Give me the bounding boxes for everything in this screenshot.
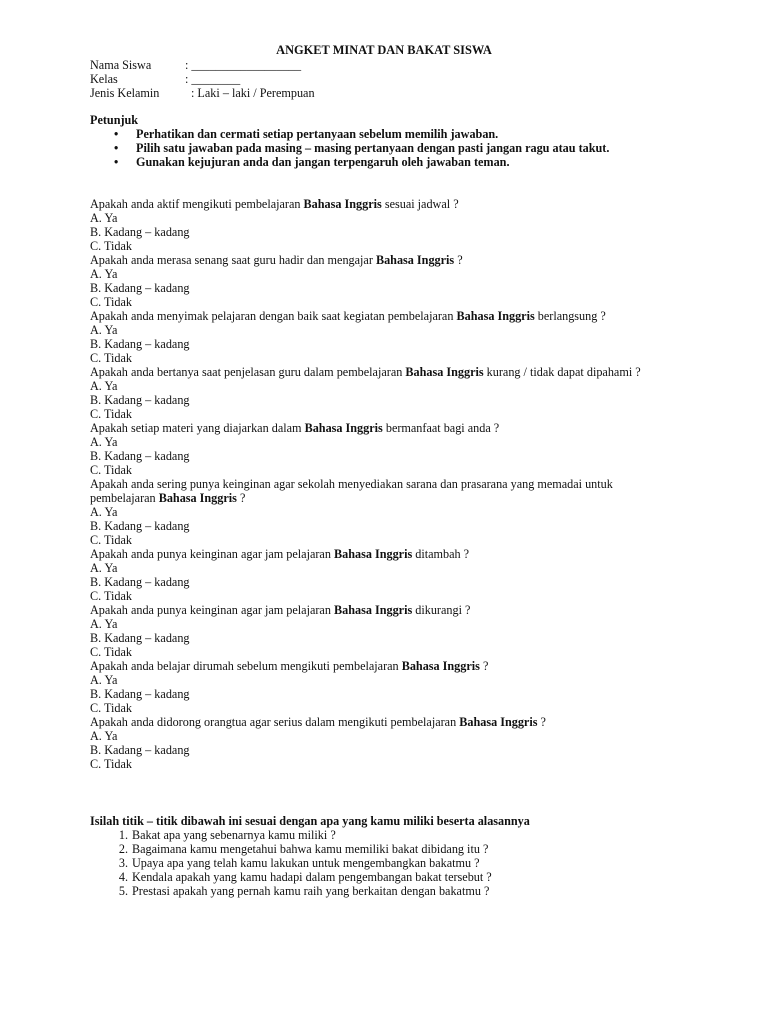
instruction-item: [90, 141, 670, 155]
essay-item: [90, 884, 680, 898]
question-text-end: kurang / tidak dapat dipahami ?: [483, 365, 641, 379]
identity-value: : __________________: [185, 58, 302, 72]
bullet-icon: •: [114, 155, 119, 169]
instructions-list: [90, 127, 670, 169]
bullet-icon: •: [114, 127, 119, 141]
question-text-start: Apakah anda belajar dirumah sebelum mengikuti pembelajaran: [90, 659, 402, 673]
identity-value: : Laki – laki / Perempuan: [191, 86, 315, 100]
instruction-text: Gunakan kejujuran anda dan jangan terpengaruh oleh jawaban teman.: [136, 155, 510, 169]
essay-section: [90, 814, 680, 898]
answer-option[interactable]: C. Tidak: [90, 701, 133, 715]
subject-name: Bahasa Inggris: [333, 547, 413, 561]
essay-question: Prestasi apakah yang pernah kamu raih yang berkaitan dengan bakatmu ?: [132, 884, 490, 898]
question-text-start: Apakah anda punya keinginan agar jam pelajaran: [90, 603, 334, 617]
identity-value: : ________: [185, 72, 241, 86]
question-text-start: Apakah setiap materi yang diajarkan dalam: [90, 421, 305, 435]
subject-name: Bahasa Inggris: [456, 309, 535, 323]
answer-option[interactable]: C. Tidak: [90, 463, 133, 477]
identity-row-name: [90, 58, 315, 72]
instruction-text: Perhatikan dan cermati setiap pertanyaan sebelum memilih jawaban.: [136, 127, 499, 141]
answer-option[interactable]: B. Kadang – kadang: [90, 337, 190, 351]
question-text-end: berlangsung ?: [534, 309, 606, 323]
answer-option[interactable]: B. Kadang – kadang: [90, 449, 190, 463]
answer-option[interactable]: A. Ya: [90, 435, 118, 449]
question-text-end: ?: [236, 491, 246, 505]
identity-row-class: [90, 72, 315, 86]
question-text: [90, 421, 680, 435]
answer-option[interactable]: A. Ya: [90, 267, 118, 281]
student-identity: [90, 58, 315, 100]
essay-item: [90, 870, 680, 884]
answer-option[interactable]: C. Tidak: [90, 757, 133, 771]
essay-question: Upaya apa yang telah kamu lakukan untuk mengembangkan bakatmu ?: [132, 856, 480, 870]
identity-label: Kelas: [90, 72, 118, 86]
answer-option[interactable]: C. Tidak: [90, 239, 133, 253]
instructions-section: [90, 113, 670, 169]
question-text-start: Apakah anda merasa senang saat guru hadir dan mengajar: [90, 253, 376, 267]
instruction-item: [90, 155, 670, 169]
answer-option[interactable]: A. Ya: [90, 505, 118, 519]
answer-option[interactable]: B. Kadang – kadang: [90, 743, 190, 757]
subject-name: Bahasa Inggris: [401, 659, 480, 673]
essay-question: Kendala apakah yang kamu hadapi dalam pengembangan bakat tersebut ?: [132, 870, 492, 884]
question-text-end: ?: [479, 659, 489, 673]
bullet-icon: •: [114, 141, 119, 155]
question-text-start: Apakah anda sering punya keinginan agar sekolah menyediakan sarana dan prasarana yang memadai untuk pembelajaran: [90, 477, 613, 505]
question-text-start: Apakah anda didorong orangtua agar serius dalam mengikuti pembelajaran: [90, 715, 460, 729]
answer-option[interactable]: A. Ya: [90, 561, 118, 575]
essay-number: 1.: [118, 828, 128, 842]
answer-option[interactable]: A. Ya: [90, 729, 118, 743]
answer-option[interactable]: C. Tidak: [90, 645, 133, 659]
essay-number: 5.: [118, 884, 128, 898]
question-text: [90, 253, 680, 267]
answer-option[interactable]: A. Ya: [90, 211, 118, 225]
question-text-end: sesuai jadwal ?: [381, 197, 459, 211]
question-item: [90, 547, 680, 603]
answer-option[interactable]: A. Ya: [90, 617, 118, 631]
question-item: [90, 477, 680, 547]
question-text-start: Apakah anda aktif mengikuti pembelajaran: [90, 197, 304, 211]
subject-name: Bahasa Inggris: [303, 197, 382, 211]
identity-row-gender: [90, 86, 315, 100]
answer-option[interactable]: B. Kadang – kadang: [90, 631, 190, 645]
answer-option[interactable]: A. Ya: [90, 379, 118, 393]
subject-name: Bahasa Inggris: [158, 491, 237, 505]
answer-option[interactable]: B. Kadang – kadang: [90, 519, 190, 533]
answer-option[interactable]: A. Ya: [90, 673, 118, 687]
question-text: [90, 477, 680, 505]
answer-option[interactable]: B. Kadang – kadang: [90, 393, 190, 407]
subject-name: Bahasa Inggris: [304, 421, 383, 435]
instruction-item: [90, 127, 670, 141]
question-text: [90, 547, 680, 561]
identity-label: Jenis Kelamin: [90, 86, 160, 100]
question-item: [90, 659, 680, 715]
answer-option[interactable]: A. Ya: [90, 323, 118, 337]
question-text-end: bermanfaat bagi anda ?: [382, 421, 500, 435]
answer-option[interactable]: C. Tidak: [90, 533, 133, 547]
question-text: [90, 365, 680, 379]
essay-item: [90, 828, 680, 842]
question-text-end: dikurangi ?: [412, 603, 471, 617]
identity-label: Nama Siswa: [90, 58, 152, 72]
document-title: ANGKET MINAT DAN BAKAT SISWA: [276, 43, 492, 57]
subject-name: Bahasa Inggris: [459, 715, 538, 729]
subject-name: Bahasa Inggris: [333, 603, 413, 617]
essay-question: Bagaimana kamu mengetahui bahwa kamu memiliki bakat dibidang itu ?: [132, 842, 489, 856]
essay-list: [90, 828, 680, 898]
question-text: [90, 603, 680, 617]
question-text-end: ?: [537, 715, 546, 729]
question-text: [90, 197, 680, 211]
essay-number: 3.: [118, 856, 128, 870]
answer-option[interactable]: B. Kadang – kadang: [90, 281, 190, 295]
question-text: [90, 715, 680, 729]
answer-option[interactable]: C. Tidak: [90, 407, 133, 421]
answer-option[interactable]: B. Kadang – kadang: [90, 225, 190, 239]
question-text-end: ditambah ?: [412, 547, 470, 561]
essay-item: [90, 842, 680, 856]
question-item: [90, 309, 680, 365]
answer-option[interactable]: C. Tidak: [90, 295, 133, 309]
question-text-start: Apakah anda punya keinginan agar jam pelajaran: [90, 547, 334, 561]
question-item: [90, 603, 680, 659]
question-text: [90, 659, 680, 673]
question-item: [90, 715, 680, 771]
essay-number: 2.: [118, 842, 128, 856]
essay-heading: Isilah titik – titik dibawah ini sesuai dengan apa yang kamu miliki beserta alasannya: [90, 814, 530, 828]
question-text: [90, 309, 680, 323]
essay-number: 4.: [118, 870, 128, 884]
question-item: [90, 421, 680, 477]
instructions-heading: Petunjuk: [90, 113, 139, 127]
subject-name: Bahasa Inggris: [375, 253, 455, 267]
question-item: [90, 365, 680, 421]
question-text-start: Apakah anda bertanya saat penjelasan guru dalam pembelajaran: [90, 365, 406, 379]
question-text-start: Apakah anda menyimak pelajaran dengan baik saat kegiatan pembelajaran: [90, 309, 457, 323]
question-item: [90, 253, 680, 309]
answer-option[interactable]: B. Kadang – kadang: [90, 575, 190, 589]
question-text-end: ?: [454, 253, 463, 267]
subject-name: Bahasa Inggris: [405, 365, 484, 379]
essay-item: [90, 856, 680, 870]
instruction-text: Pilih satu jawaban pada masing – masing pertanyaan dengan pasti jangan ragu atau takut.: [136, 141, 610, 155]
question-item: [90, 197, 680, 253]
answer-option[interactable]: B. Kadang – kadang: [90, 687, 190, 701]
answer-option[interactable]: C. Tidak: [90, 351, 133, 365]
question-list: [90, 197, 680, 771]
answer-option[interactable]: C. Tidak: [90, 589, 133, 603]
essay-question: Bakat apa yang sebenarnya kamu miliki ?: [132, 828, 336, 842]
